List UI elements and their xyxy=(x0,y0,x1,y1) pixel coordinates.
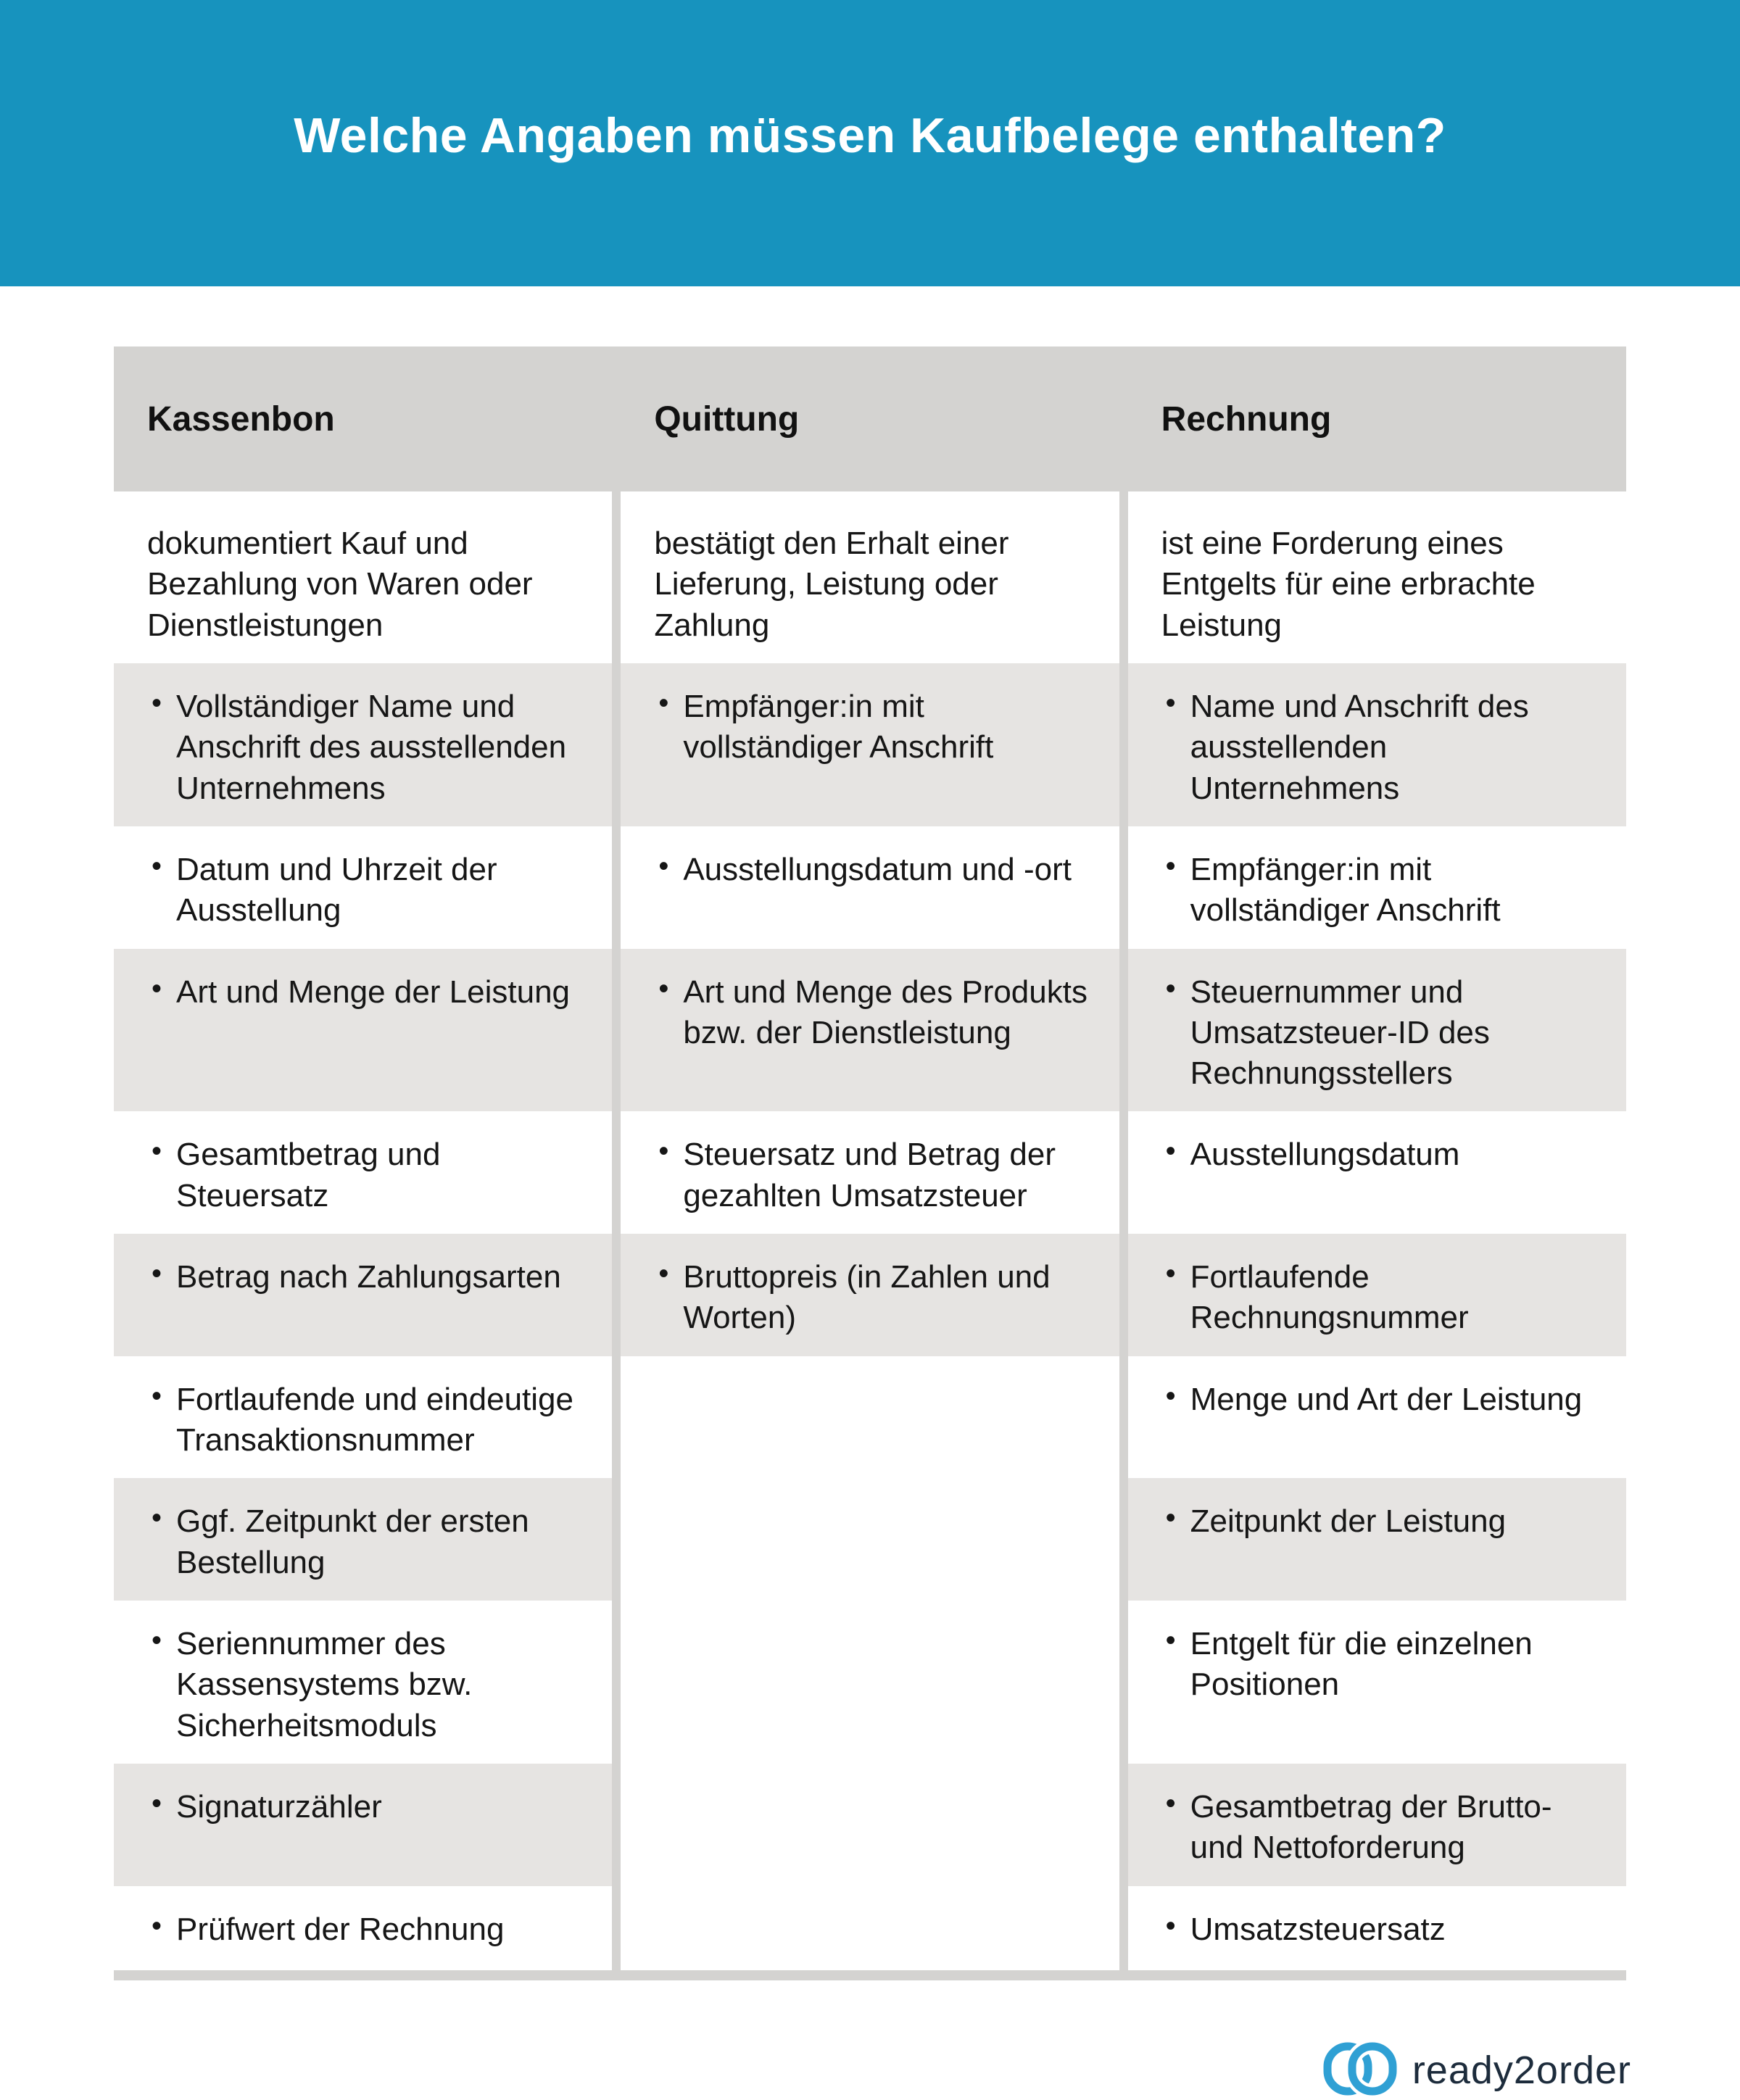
rechnung-item: • Steuernummer und Umsatzsteuer-ID des Rechnungsstellers xyxy=(1128,949,1626,1112)
quittung-item: • Empfänger:in mit vollständiger Anschrift xyxy=(621,663,1119,826)
page-title: Welche Angaben müssen Kaufbelege enthalten? xyxy=(294,108,1446,163)
rechnung-item: • Entgelt für die einzelnen Positionen xyxy=(1128,1601,1626,1764)
column-header-rechnung: Rechnung xyxy=(1161,399,1332,439)
kassenbon-item: • Ggf. Zeitpunkt der ersten Bestellung xyxy=(114,1478,612,1601)
table-row xyxy=(114,1356,1626,1479)
quittung-item: • Bruttopreis (in Zahlen und Worten) xyxy=(621,1234,1119,1356)
kassenbon-item: • Signaturzähler xyxy=(114,1764,612,1886)
footer xyxy=(0,2041,1631,2100)
table-row xyxy=(114,491,1626,663)
table-row xyxy=(114,826,1626,949)
rechnung-item: • Empfänger:in mit vollständiger Anschrift xyxy=(1128,826,1626,949)
receipt-info-table xyxy=(114,346,1626,1980)
table-header-row xyxy=(114,346,1626,491)
brand-wordmark: ready2order xyxy=(1412,2049,1631,2092)
table-row xyxy=(114,1478,1626,1601)
table-row xyxy=(114,949,1626,1112)
quittung-empty-cell xyxy=(621,1601,1119,1764)
kassenbon-item: • Gesamtbetrag und Steuersatz xyxy=(114,1111,612,1234)
table-row xyxy=(114,1886,1626,1970)
column-header-quittung: Quittung xyxy=(654,399,800,439)
quittung-empty-cell xyxy=(621,1356,1119,1479)
kassenbon-item: • Seriennummer des Kassensystems bzw. Sicherheitsmoduls xyxy=(114,1601,612,1764)
kassenbon-item: • Art und Menge der Leistung xyxy=(114,949,612,1112)
rechnung-item: • Menge und Art der Leistung xyxy=(1128,1356,1626,1479)
rechnung-description: ist eine Forderung eines Entgelts für eine erbrachte Leistung xyxy=(1128,491,1626,663)
ready2order-logo-icon xyxy=(1322,2041,1398,2100)
quittung-item: • Art und Menge des Produkts bzw. der Dienstleistung xyxy=(621,949,1119,1112)
kassenbon-item: • Vollständiger Name und Anschrift des ausstellenden Unternehmens xyxy=(114,663,612,826)
kassenbon-item: • Betrag nach Zahlungsarten xyxy=(114,1234,612,1356)
quittung-description: bestätigt den Erhalt einer Lieferung, Leistung oder Zahlung xyxy=(621,491,1119,663)
table-row xyxy=(114,1764,1626,1886)
quittung-empty-cell xyxy=(621,1764,1119,1886)
rechnung-item: • Ausstellungsdatum xyxy=(1128,1111,1626,1234)
quittung-item: • Steuersatz und Betrag der gezahlten Umsatzsteuer xyxy=(621,1111,1119,1234)
table-row xyxy=(114,1111,1626,1234)
column-header-kassenbon: Kassenbon xyxy=(147,399,335,439)
hero-banner xyxy=(0,0,1740,286)
kassenbon-item: • Prüfwert der Rechnung xyxy=(114,1886,612,1970)
table-row xyxy=(114,1601,1626,1764)
table-row xyxy=(114,1234,1626,1356)
quittung-item: • Ausstellungsdatum und -ort xyxy=(621,826,1119,949)
quittung-empty-cell xyxy=(621,1478,1119,1601)
rechnung-item: • Fortlaufende Rechnungsnummer xyxy=(1128,1234,1626,1356)
kassenbon-item: • Datum und Uhrzeit der Ausstellung xyxy=(114,826,612,949)
rechnung-item: • Name und Anschrift des ausstellenden Unternehmens xyxy=(1128,663,1626,826)
rechnung-item: • Gesamtbetrag der Brutto- und Nettoforderung xyxy=(1128,1764,1626,1886)
table-row xyxy=(114,663,1626,826)
rechnung-item: • Umsatzsteuersatz xyxy=(1128,1886,1626,1970)
rechnung-item: • Zeitpunkt der Leistung xyxy=(1128,1478,1626,1601)
kassenbon-item: • Fortlaufende und eindeutige Transaktionsnummer xyxy=(114,1356,612,1479)
kassenbon-description: dokumentiert Kauf und Bezahlung von Waren oder Dienstleistungen xyxy=(114,491,612,663)
quittung-empty-cell xyxy=(621,1886,1119,1970)
